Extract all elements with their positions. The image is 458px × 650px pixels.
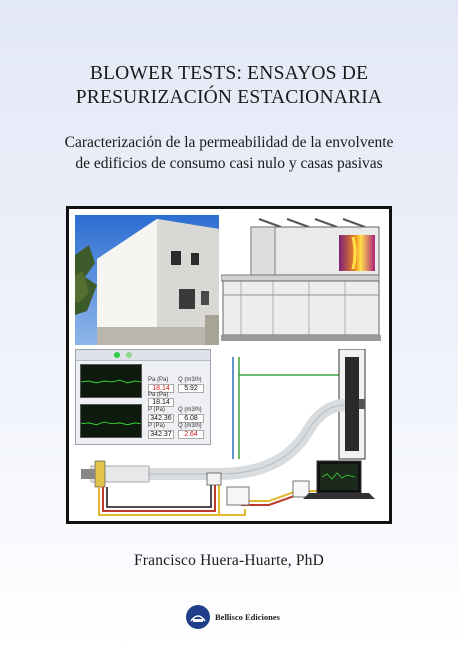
readout-label: Q (m3/h) (178, 407, 202, 413)
subtitle-line-1: Caracterización de la permeabilidad de la envolvente (64, 134, 394, 151)
readout-label: P (Pa) (148, 423, 165, 429)
readout-value: 6.08 (178, 414, 204, 423)
status-led-icon (126, 352, 132, 358)
building-section-drawing (221, 215, 387, 345)
publisher-block (186, 604, 280, 630)
readout-value: 342.37 (148, 430, 174, 439)
readout-value: 342.36 (148, 414, 174, 423)
readout-value: 18.14 (148, 384, 174, 393)
readout-value: 18.14 (148, 398, 174, 407)
book-subtitle (0, 132, 458, 174)
panel-toolbar (76, 350, 210, 361)
building-photo (75, 215, 219, 345)
readout-value: 2.64 (178, 430, 204, 439)
readout-label: Q (m3/h) (178, 423, 202, 429)
publisher-name: Bellisco Ediciones (215, 612, 280, 622)
title-line-2: PRESURIZACIÓN ESTACIONARIA (75, 87, 383, 108)
publisher-logo-icon (186, 605, 210, 629)
oscilloscope-chart (80, 404, 142, 438)
readout-value: 5.92 (178, 384, 204, 393)
oscilloscope-chart (80, 364, 142, 398)
status-led-icon (114, 352, 120, 358)
book-title (0, 62, 458, 110)
measurement-software-panel (75, 349, 211, 445)
subtitle-line-2: de edificios de consumo casi nulo y casas pasivas (75, 155, 383, 172)
readout-label: Q (m3/h) (178, 377, 202, 383)
readout-label: Pa (Pa) (148, 377, 169, 383)
readout-label: Pa (Pa) (148, 392, 169, 398)
cover-illustration (66, 206, 392, 524)
readout-label: P (Pa) (148, 407, 165, 413)
author-name: Francisco Huera-Huarte, PhD (133, 552, 325, 569)
title-line-1: BLOWER TESTS: ENSAYOS DE (89, 63, 369, 84)
